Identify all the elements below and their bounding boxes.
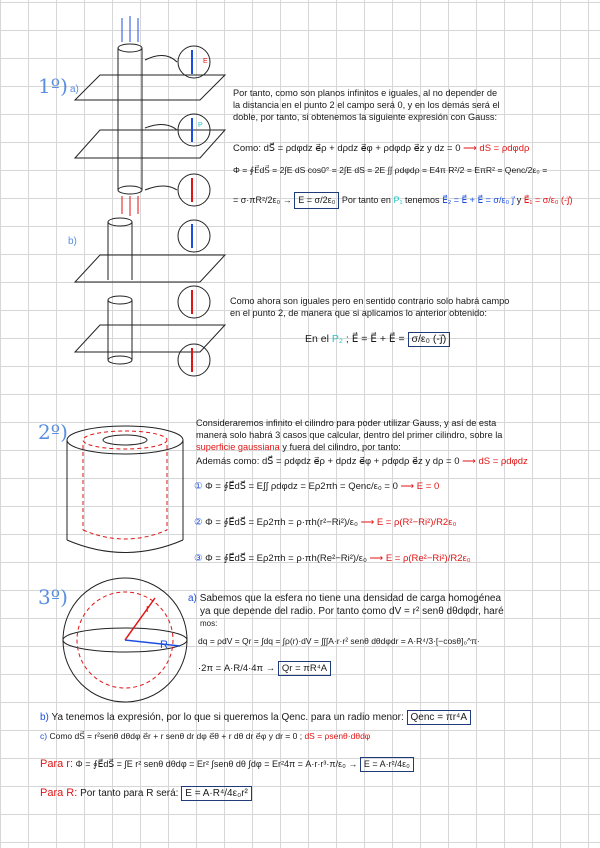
eq-text-2: tenemos	[405, 195, 440, 205]
diagram-label-p: P	[198, 122, 203, 129]
equation-ds	[233, 143, 594, 154]
equation-flux: Φ = ∮E⃗dS⃗ = 2∫E dS cos0° = 2∫E dS = 2E ∫∫ ρdφdρ = E4π R²/2 = EπR² = Qenc/2ε₀ =	[233, 165, 548, 175]
sphere-diagram	[63, 578, 187, 702]
boxed-field-outside: E = A·R⁴/4ε₀r²	[181, 786, 252, 801]
equation-2-ds	[196, 456, 594, 467]
eq-result-text: = σ·πR²/2ε₀ →	[233, 195, 292, 205]
para-R-text: Por tanto para R será:	[80, 788, 179, 799]
eq-ds-result: dS = ρdφdρ	[479, 143, 530, 154]
para-3a-line-2: ya que depende del radio. Por tanto como dV = r² senθ dθdφdr, haré	[200, 606, 504, 617]
c-result: dS = ρsenθ·dθdφ	[304, 731, 371, 741]
field-e1: E⃗₁ = σ/ε₀ (-j⃗)	[523, 195, 573, 205]
eq0-result: dS = ρdφdz	[478, 456, 528, 467]
arrow: ⟶	[462, 456, 476, 467]
para-R-label: Para R:	[40, 787, 78, 799]
case-1	[194, 481, 594, 492]
section1a-diagram	[75, 16, 225, 216]
diagram-label-e: E	[203, 58, 208, 65]
para-1a-line-2: la distancia en el punto 2 el campo será 0, y en los demás será el	[233, 100, 500, 110]
arrow: ⟶	[400, 481, 415, 492]
para-r-label: Para r:	[40, 758, 74, 770]
arrow: ⟶	[463, 143, 477, 154]
part-c: c)	[40, 731, 48, 741]
para-1a-line-3: doble, por tanto, si obtenemos la siguiente expresión con Gauss:	[233, 112, 498, 122]
equation-charge: dq = ρdV = Qr = ∫dq = ∫ρ(r)·dV = ∫∫∫A·r·r² senθ dθdφdr = A·R⁴/3·[−cosθ]₀^π·	[198, 636, 480, 646]
para-R-line	[40, 786, 594, 801]
case-3	[194, 553, 594, 564]
part-b-line	[40, 710, 594, 725]
case-eq: Φ = ∮E⃗dS⃗ = Eρ2πh = ρ·πh(r²−Ri²)/ε₀	[205, 517, 358, 528]
part-c-line	[40, 731, 594, 742]
section-2-label: 2º)	[38, 420, 68, 444]
case-number: ②	[194, 517, 203, 528]
boxed-total-charge: Qr = πR⁴A	[278, 661, 331, 676]
para-1a-line-1: Por tanto, como son planos infinitos e iguales, al no depender de	[233, 88, 498, 98]
section1b-diagram	[75, 218, 225, 376]
radius-R-label: R	[160, 639, 168, 651]
c-text: Como dS⃗ = r²senθ dθdφ e⃗r + r senθ dr dφ e⃗θ + r dθ dr e⃗φ y dr = 0 ;	[49, 731, 303, 741]
part-b-label: b)	[68, 236, 77, 247]
para-3a-line-1	[188, 593, 594, 604]
case-result: E = ρ(Re²−Ri²)/R2ε₀	[385, 553, 471, 564]
b-text: Ya tenemos la expresión, por lo que si queremos la Qenc. para un radio menor:	[51, 712, 404, 723]
point-label-p2: P₂	[331, 333, 343, 345]
para-r-line	[40, 757, 594, 772]
para-2-line-1: Consideraremos infinito el cilindro para poder utilizar Gauss, y así de esta	[196, 418, 497, 428]
equation-1b	[305, 332, 594, 347]
case-number: ①	[194, 481, 203, 492]
case-2	[194, 517, 594, 528]
eq-b: ; E⃗ = E⃗ + E⃗ =	[345, 333, 405, 345]
eq-b-pre: En el	[305, 333, 329, 345]
gaussian-surface-text: superficie gaussiana	[196, 442, 280, 452]
cylinder-diagram	[67, 426, 183, 553]
section-1-label: 1º)	[38, 74, 68, 98]
para-2-line-3	[196, 442, 594, 453]
part-a: a)	[188, 593, 197, 604]
para-2-line-2: manera solo habrá 3 casos que calcular, dentro del primer cilindro, sobre la	[196, 430, 503, 440]
para-1b-line-2: en el punto 2, de manera que si aplicamos lo anterior obtenido:	[230, 308, 487, 318]
case-number: ③	[194, 553, 203, 564]
case-result: E = ρ(R²−Ri²)/R2ε₀	[376, 517, 457, 528]
case-eq: Φ = ∮E⃗dS⃗ = Eρ2πh = ρ·πh(Re²−Ri²)/ε₀	[205, 553, 367, 564]
eq2: ·2π = A·R/4·4π →	[198, 663, 276, 674]
boxed-enclosed-charge: Qenc = πr⁴A	[407, 710, 472, 725]
boxed-field-inside: E = A·r²/4ε₀	[360, 757, 414, 772]
part-a-label: a)	[70, 84, 79, 95]
para-3a-text: Sabemos que la esfera no tiene una densidad de carga homogénea	[199, 593, 502, 604]
radius-r-label: r	[146, 603, 150, 615]
boxed-result-b: σ/ε₀ (-j⃗)	[408, 332, 451, 347]
arrow: ⟶	[360, 517, 375, 528]
equation-charge-2	[198, 661, 594, 676]
section-3-label: 3º)	[38, 585, 68, 609]
equation-result	[233, 192, 594, 209]
part-b: b)	[40, 712, 49, 723]
para-end: y fuera del cilindro, por tanto:	[282, 442, 401, 452]
case-eq: Φ = ∮E⃗dS⃗ = E∫∫ ρdφdz = Eρ2πh = Qenc/ε₀ = 0	[205, 481, 398, 492]
boxed-result: E = σ/2ε₀	[294, 192, 339, 209]
eq0: Además como: dS⃗ = ρdφdz e⃗ρ + dρdz e⃗φ + ρdφdρ e⃗z y dρ = 0	[196, 456, 460, 467]
para-r-eq: Φ = ∮E⃗dS⃗ = ∫E r² senθ dθdφ = Er² ∫senθ dθ ∫dφ = Er²4π = A·r·r³·π/ε₀ →	[75, 759, 358, 769]
conj: y	[516, 195, 522, 205]
point-label: P₁	[393, 195, 403, 205]
eq-ds-text: Como: dS⃗ = ρdφdz e⃗ρ + dρdz e⃗φ + ρdφdρ e⃗z y dz = 0	[233, 143, 461, 154]
para-1b-line-1: Como ahora son iguales pero en sentido contrario solo habrá campo	[230, 296, 510, 306]
field-e2: E⃗₂ = E⃗ + E⃗ = σ/ε₀ j⃗	[442, 195, 515, 205]
case-result: E = 0	[416, 481, 440, 492]
arrow: ⟶	[369, 553, 384, 564]
eq-text: Por tanto en	[341, 195, 391, 205]
para-3a-line-3: mos:	[200, 619, 218, 628]
